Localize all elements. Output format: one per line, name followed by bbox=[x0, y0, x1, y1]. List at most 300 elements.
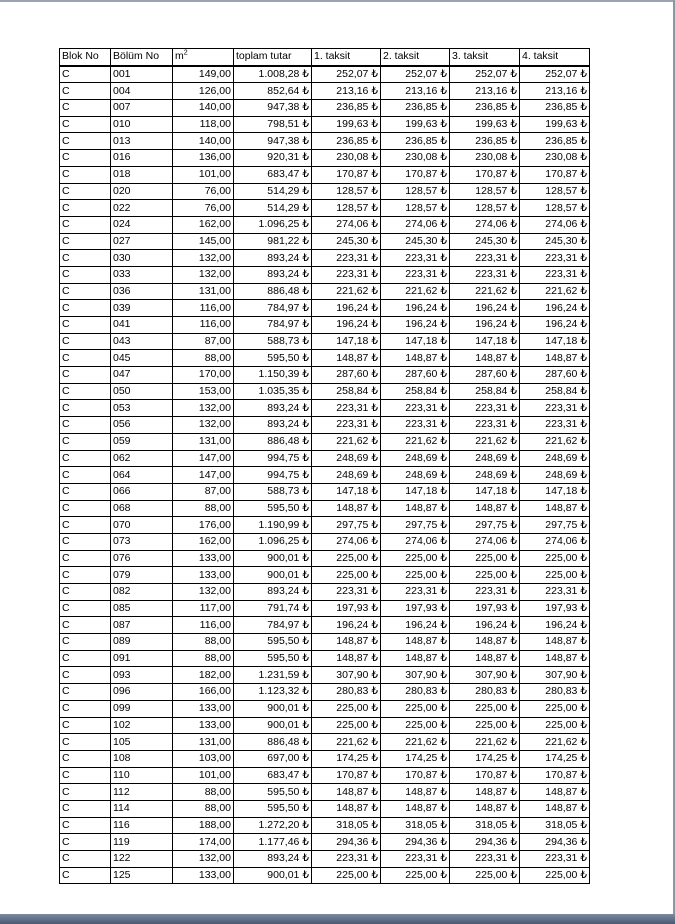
cell-installment-4: 128,57 ₺ bbox=[520, 183, 590, 200]
cell-area: 170,00 bbox=[173, 367, 234, 384]
cell-bolum-no: 093 bbox=[111, 667, 173, 684]
cell-blok-no: C bbox=[60, 333, 111, 350]
cell-blok-no: C bbox=[60, 383, 111, 400]
cell-area: 88,00 bbox=[173, 634, 234, 651]
cell-total-amount: 1.123,32 ₺ bbox=[234, 684, 312, 701]
cell-area: 166,00 bbox=[173, 684, 234, 701]
cell-bolum-no: 010 bbox=[111, 116, 173, 133]
table-row bbox=[60, 600, 590, 617]
cell-installment-4: 148,87 ₺ bbox=[520, 500, 590, 517]
table-row bbox=[60, 450, 590, 467]
header-area-label: m bbox=[175, 50, 184, 63]
cell-installment-4: 225,00 ₺ bbox=[520, 567, 590, 584]
cell-installment-1: 196,24 ₺ bbox=[312, 317, 381, 334]
cell-total-amount: 900,01 ₺ bbox=[234, 567, 312, 584]
cell-bolum-no: 027 bbox=[111, 233, 173, 250]
cell-installment-4: 148,87 ₺ bbox=[520, 650, 590, 667]
cell-total-amount: 1.177,46 ₺ bbox=[234, 834, 312, 851]
cell-installment-2: 223,31 ₺ bbox=[381, 250, 450, 267]
cell-installment-1: 318,05 ₺ bbox=[312, 817, 381, 834]
cell-blok-no: C bbox=[60, 283, 111, 300]
cell-installment-2: 148,87 ₺ bbox=[381, 800, 450, 817]
cell-area: 87,00 bbox=[173, 333, 234, 350]
cell-installment-3: 236,85 ₺ bbox=[450, 100, 520, 117]
cell-bolum-no: 089 bbox=[111, 634, 173, 651]
cell-blok-no: C bbox=[60, 400, 111, 417]
cell-blok-no: C bbox=[60, 367, 111, 384]
header-installment-2: 2. taksit bbox=[381, 49, 450, 66]
cell-installment-1: 196,24 ₺ bbox=[312, 300, 381, 317]
cell-installment-1: 221,62 ₺ bbox=[312, 734, 381, 751]
table-body bbox=[60, 66, 590, 884]
cell-bolum-no: 056 bbox=[111, 417, 173, 434]
cell-area: 132,00 bbox=[173, 266, 234, 283]
cell-bolum-no: 076 bbox=[111, 550, 173, 567]
cell-bolum-no: 030 bbox=[111, 250, 173, 267]
cell-installment-1: 274,06 ₺ bbox=[312, 216, 381, 233]
cell-installment-1: 196,24 ₺ bbox=[312, 617, 381, 634]
cell-total-amount: 893,24 ₺ bbox=[234, 417, 312, 434]
cell-bolum-no: 079 bbox=[111, 567, 173, 584]
cell-installment-1: 225,00 ₺ bbox=[312, 867, 381, 884]
cell-installment-4: 170,87 ₺ bbox=[520, 166, 590, 183]
cell-installment-4: 196,24 ₺ bbox=[520, 617, 590, 634]
cell-installment-1: 225,00 ₺ bbox=[312, 717, 381, 734]
cell-installment-2: 258,84 ₺ bbox=[381, 383, 450, 400]
cell-installment-3: 148,87 ₺ bbox=[450, 350, 520, 367]
cell-installment-4: 280,83 ₺ bbox=[520, 684, 590, 701]
cell-installment-1: 174,25 ₺ bbox=[312, 750, 381, 767]
cell-bolum-no: 024 bbox=[111, 216, 173, 233]
table-row bbox=[60, 684, 590, 701]
cell-bolum-no: 087 bbox=[111, 617, 173, 634]
cell-bolum-no: 016 bbox=[111, 150, 173, 167]
cell-installment-3: 196,24 ₺ bbox=[450, 317, 520, 334]
cell-total-amount: 1.190,99 ₺ bbox=[234, 517, 312, 534]
cell-total-amount: 514,29 ₺ bbox=[234, 200, 312, 217]
cell-area: 162,00 bbox=[173, 216, 234, 233]
cell-installment-4: 225,00 ₺ bbox=[520, 700, 590, 717]
cell-installment-2: 199,63 ₺ bbox=[381, 116, 450, 133]
cell-installment-2: 294,36 ₺ bbox=[381, 834, 450, 851]
cell-installment-1: 274,06 ₺ bbox=[312, 533, 381, 550]
cell-total-amount: 1.096,25 ₺ bbox=[234, 216, 312, 233]
cell-installment-4: 225,00 ₺ bbox=[520, 717, 590, 734]
cell-installment-2: 274,06 ₺ bbox=[381, 533, 450, 550]
cell-installment-3: 307,90 ₺ bbox=[450, 667, 520, 684]
cell-blok-no: C bbox=[60, 450, 111, 467]
cell-installment-3: 221,62 ₺ bbox=[450, 433, 520, 450]
cell-area: 133,00 bbox=[173, 717, 234, 734]
cell-installment-4: 170,87 ₺ bbox=[520, 767, 590, 784]
cell-installment-1: 170,87 ₺ bbox=[312, 767, 381, 784]
cell-installment-4: 128,57 ₺ bbox=[520, 200, 590, 217]
cell-installment-4: 221,62 ₺ bbox=[520, 433, 590, 450]
cell-installment-4: 236,85 ₺ bbox=[520, 100, 590, 117]
cell-installment-2: 221,62 ₺ bbox=[381, 734, 450, 751]
cell-total-amount: 886,48 ₺ bbox=[234, 734, 312, 751]
cell-installment-2: 128,57 ₺ bbox=[381, 183, 450, 200]
table-row bbox=[60, 483, 590, 500]
cell-blok-no: C bbox=[60, 467, 111, 484]
cell-bolum-no: 108 bbox=[111, 750, 173, 767]
table-row bbox=[60, 266, 590, 283]
cell-installment-3: 245,30 ₺ bbox=[450, 233, 520, 250]
cell-blok-no: C bbox=[60, 116, 111, 133]
cell-area: 88,00 bbox=[173, 650, 234, 667]
cell-area: 101,00 bbox=[173, 767, 234, 784]
cell-blok-no: C bbox=[60, 634, 111, 651]
cell-installment-1: 199,63 ₺ bbox=[312, 116, 381, 133]
cell-total-amount: 595,50 ₺ bbox=[234, 634, 312, 651]
cell-installment-1: 252,07 ₺ bbox=[312, 66, 381, 83]
cell-installment-2: 147,18 ₺ bbox=[381, 483, 450, 500]
cell-total-amount: 514,29 ₺ bbox=[234, 183, 312, 200]
table-row bbox=[60, 283, 590, 300]
header-bolum-no: Bölüm No bbox=[111, 49, 173, 66]
cell-bolum-no: 119 bbox=[111, 834, 173, 851]
cell-installment-3: 197,93 ₺ bbox=[450, 600, 520, 617]
cell-installment-4: 274,06 ₺ bbox=[520, 533, 590, 550]
cell-installment-4: 199,63 ₺ bbox=[520, 116, 590, 133]
table-row bbox=[60, 166, 590, 183]
cell-installment-4: 223,31 ₺ bbox=[520, 250, 590, 267]
cell-bolum-no: 070 bbox=[111, 517, 173, 534]
cell-blok-no: C bbox=[60, 600, 111, 617]
cell-total-amount: 900,01 ₺ bbox=[234, 550, 312, 567]
cell-area: 182,00 bbox=[173, 667, 234, 684]
cell-installment-1: 213,16 ₺ bbox=[312, 83, 381, 100]
cell-installment-3: 294,36 ₺ bbox=[450, 834, 520, 851]
cell-total-amount: 588,73 ₺ bbox=[234, 483, 312, 500]
cell-total-amount: 994,75 ₺ bbox=[234, 450, 312, 467]
cell-installment-4: 174,25 ₺ bbox=[520, 750, 590, 767]
cell-blok-no: C bbox=[60, 350, 111, 367]
cell-installment-2: 148,87 ₺ bbox=[381, 500, 450, 517]
cell-total-amount: 947,38 ₺ bbox=[234, 133, 312, 150]
cell-installment-2: 128,57 ₺ bbox=[381, 200, 450, 217]
cell-installment-1: 128,57 ₺ bbox=[312, 200, 381, 217]
table-row bbox=[60, 150, 590, 167]
cell-bolum-no: 047 bbox=[111, 367, 173, 384]
cell-area: 133,00 bbox=[173, 867, 234, 884]
cell-area: 176,00 bbox=[173, 517, 234, 534]
cell-installment-2: 236,85 ₺ bbox=[381, 100, 450, 117]
cell-area: 174,00 bbox=[173, 834, 234, 851]
header-installment-1: 1. taksit bbox=[312, 49, 381, 66]
table-row bbox=[60, 350, 590, 367]
table-row bbox=[60, 617, 590, 634]
cell-installment-3: 258,84 ₺ bbox=[450, 383, 520, 400]
cell-installment-2: 148,87 ₺ bbox=[381, 784, 450, 801]
cell-installment-3: 223,31 ₺ bbox=[450, 584, 520, 601]
cell-blok-no: C bbox=[60, 166, 111, 183]
cell-installment-2: 230,08 ₺ bbox=[381, 150, 450, 167]
cell-installment-2: 148,87 ₺ bbox=[381, 350, 450, 367]
cell-installment-3: 225,00 ₺ bbox=[450, 700, 520, 717]
table-row bbox=[60, 584, 590, 601]
cell-bolum-no: 039 bbox=[111, 300, 173, 317]
cell-installment-4: 252,07 ₺ bbox=[520, 66, 590, 83]
cell-installment-2: 225,00 ₺ bbox=[381, 717, 450, 734]
cell-installment-1: 236,85 ₺ bbox=[312, 133, 381, 150]
cell-installment-2: 223,31 ₺ bbox=[381, 851, 450, 868]
cell-bolum-no: 050 bbox=[111, 383, 173, 400]
cell-area: 103,00 bbox=[173, 750, 234, 767]
cell-area: 140,00 bbox=[173, 133, 234, 150]
cell-installment-2: 221,62 ₺ bbox=[381, 433, 450, 450]
cell-blok-no: C bbox=[60, 550, 111, 567]
cell-installment-3: 221,62 ₺ bbox=[450, 734, 520, 751]
cell-installment-2: 174,25 ₺ bbox=[381, 750, 450, 767]
cell-installment-3: 147,18 ₺ bbox=[450, 333, 520, 350]
cell-installment-3: 221,62 ₺ bbox=[450, 283, 520, 300]
cell-installment-3: 252,07 ₺ bbox=[450, 66, 520, 83]
cell-total-amount: 588,73 ₺ bbox=[234, 333, 312, 350]
table-row bbox=[60, 216, 590, 233]
cell-area: 132,00 bbox=[173, 400, 234, 417]
cell-area: 147,00 bbox=[173, 450, 234, 467]
cell-area: 188,00 bbox=[173, 817, 234, 834]
cell-installment-4: 225,00 ₺ bbox=[520, 550, 590, 567]
table-row bbox=[60, 784, 590, 801]
cell-total-amount: 900,01 ₺ bbox=[234, 717, 312, 734]
cell-bolum-no: 102 bbox=[111, 717, 173, 734]
header-installment-4: 4. taksit bbox=[520, 49, 590, 66]
cell-installment-1: 148,87 ₺ bbox=[312, 634, 381, 651]
cell-blok-no: C bbox=[60, 433, 111, 450]
cell-area: 153,00 bbox=[173, 383, 234, 400]
cell-blok-no: C bbox=[60, 200, 111, 217]
cell-area: 117,00 bbox=[173, 600, 234, 617]
header-area bbox=[173, 49, 234, 66]
cell-area: 133,00 bbox=[173, 567, 234, 584]
cell-installment-2: 318,05 ₺ bbox=[381, 817, 450, 834]
cell-installment-3: 274,06 ₺ bbox=[450, 216, 520, 233]
cell-installment-2: 196,24 ₺ bbox=[381, 317, 450, 334]
cell-installment-1: 223,31 ₺ bbox=[312, 851, 381, 868]
cell-area: 132,00 bbox=[173, 851, 234, 868]
cell-blok-no: C bbox=[60, 650, 111, 667]
cell-total-amount: 1.150,39 ₺ bbox=[234, 367, 312, 384]
cell-blok-no: C bbox=[60, 183, 111, 200]
table-row bbox=[60, 433, 590, 450]
cell-installment-2: 252,07 ₺ bbox=[381, 66, 450, 83]
cell-installment-1: 236,85 ₺ bbox=[312, 100, 381, 117]
header-area-superscript: 2 bbox=[183, 49, 188, 57]
cell-installment-1: 225,00 ₺ bbox=[312, 550, 381, 567]
cell-bolum-no: 018 bbox=[111, 166, 173, 183]
cell-installment-2: 223,31 ₺ bbox=[381, 584, 450, 601]
cell-installment-1: 147,18 ₺ bbox=[312, 483, 381, 500]
cell-installment-3: 225,00 ₺ bbox=[450, 867, 520, 884]
cell-bolum-no: 114 bbox=[111, 800, 173, 817]
cell-total-amount: 893,24 ₺ bbox=[234, 584, 312, 601]
cell-blok-no: C bbox=[60, 150, 111, 167]
cell-total-amount: 900,01 ₺ bbox=[234, 700, 312, 717]
table-row bbox=[60, 567, 590, 584]
cell-installment-3: 170,87 ₺ bbox=[450, 166, 520, 183]
cell-bolum-no: 066 bbox=[111, 483, 173, 500]
cell-installment-2: 170,87 ₺ bbox=[381, 166, 450, 183]
cell-installment-2: 223,31 ₺ bbox=[381, 400, 450, 417]
cell-total-amount: 1.096,25 ₺ bbox=[234, 533, 312, 550]
cell-installment-1: 170,87 ₺ bbox=[312, 166, 381, 183]
cell-bolum-no: 013 bbox=[111, 133, 173, 150]
cell-installment-1: 225,00 ₺ bbox=[312, 567, 381, 584]
cell-total-amount: 798,51 ₺ bbox=[234, 116, 312, 133]
table-row bbox=[60, 100, 590, 117]
cell-total-amount: 1.231,59 ₺ bbox=[234, 667, 312, 684]
cell-area: 101,00 bbox=[173, 166, 234, 183]
cell-installment-1: 147,18 ₺ bbox=[312, 333, 381, 350]
table-row bbox=[60, 200, 590, 217]
cell-installment-4: 148,87 ₺ bbox=[520, 800, 590, 817]
cell-installment-3: 223,31 ₺ bbox=[450, 400, 520, 417]
cell-installment-2: 148,87 ₺ bbox=[381, 650, 450, 667]
cell-installment-3: 196,24 ₺ bbox=[450, 617, 520, 634]
cell-installment-2: 280,83 ₺ bbox=[381, 684, 450, 701]
table-row bbox=[60, 533, 590, 550]
table-row bbox=[60, 116, 590, 133]
cell-area: 88,00 bbox=[173, 350, 234, 367]
cell-total-amount: 791,74 ₺ bbox=[234, 600, 312, 617]
table-row bbox=[60, 867, 590, 884]
cell-total-amount: 994,75 ₺ bbox=[234, 467, 312, 484]
cell-installment-2: 274,06 ₺ bbox=[381, 216, 450, 233]
cell-installment-4: 213,16 ₺ bbox=[520, 83, 590, 100]
cell-blok-no: C bbox=[60, 317, 111, 334]
cell-area: 132,00 bbox=[173, 584, 234, 601]
cell-installment-2: 170,87 ₺ bbox=[381, 767, 450, 784]
cell-total-amount: 595,50 ₺ bbox=[234, 800, 312, 817]
table-row bbox=[60, 700, 590, 717]
cell-installment-1: 223,31 ₺ bbox=[312, 266, 381, 283]
cell-installment-2: 197,93 ₺ bbox=[381, 600, 450, 617]
taskbar-strip bbox=[0, 914, 675, 924]
table-row bbox=[60, 750, 590, 767]
table-row bbox=[60, 517, 590, 534]
cell-total-amount: 595,50 ₺ bbox=[234, 650, 312, 667]
cell-bolum-no: 096 bbox=[111, 684, 173, 701]
cell-installment-3: 223,31 ₺ bbox=[450, 851, 520, 868]
table-row bbox=[60, 817, 590, 834]
cell-installment-2: 223,31 ₺ bbox=[381, 266, 450, 283]
cell-installment-1: 221,62 ₺ bbox=[312, 283, 381, 300]
cell-installment-3: 148,87 ₺ bbox=[450, 800, 520, 817]
cell-installment-3: 274,06 ₺ bbox=[450, 533, 520, 550]
cell-blok-no: C bbox=[60, 734, 111, 751]
table-row bbox=[60, 767, 590, 784]
table-row bbox=[60, 317, 590, 334]
table-row bbox=[60, 383, 590, 400]
cell-installment-1: 230,08 ₺ bbox=[312, 150, 381, 167]
cell-blok-no: C bbox=[60, 567, 111, 584]
cell-blok-no: C bbox=[60, 417, 111, 434]
cell-installment-4: 196,24 ₺ bbox=[520, 300, 590, 317]
cell-area: 131,00 bbox=[173, 433, 234, 450]
cell-installment-3: 148,87 ₺ bbox=[450, 634, 520, 651]
cell-installment-2: 248,69 ₺ bbox=[381, 450, 450, 467]
cell-installment-4: 148,87 ₺ bbox=[520, 784, 590, 801]
cell-bolum-no: 099 bbox=[111, 700, 173, 717]
cell-installment-2: 147,18 ₺ bbox=[381, 333, 450, 350]
table-row bbox=[60, 734, 590, 751]
cell-installment-1: 148,87 ₺ bbox=[312, 500, 381, 517]
cell-installment-2: 307,90 ₺ bbox=[381, 667, 450, 684]
cell-installment-1: 223,31 ₺ bbox=[312, 400, 381, 417]
cell-blok-no: C bbox=[60, 617, 111, 634]
cell-area: 145,00 bbox=[173, 233, 234, 250]
cell-total-amount: 697,00 ₺ bbox=[234, 750, 312, 767]
cell-blok-no: C bbox=[60, 133, 111, 150]
cell-total-amount: 886,48 ₺ bbox=[234, 283, 312, 300]
cell-installment-4: 223,31 ₺ bbox=[520, 266, 590, 283]
cell-total-amount: 893,24 ₺ bbox=[234, 400, 312, 417]
cell-total-amount: 893,24 ₺ bbox=[234, 851, 312, 868]
cell-blok-no: C bbox=[60, 517, 111, 534]
cell-installment-1: 148,87 ₺ bbox=[312, 800, 381, 817]
cell-installment-2: 297,75 ₺ bbox=[381, 517, 450, 534]
cell-blok-no: C bbox=[60, 483, 111, 500]
cell-installment-3: 225,00 ₺ bbox=[450, 567, 520, 584]
cell-installment-3: 248,69 ₺ bbox=[450, 450, 520, 467]
cell-installment-4: 223,31 ₺ bbox=[520, 417, 590, 434]
cell-installment-1: 148,87 ₺ bbox=[312, 650, 381, 667]
cell-installment-2: 225,00 ₺ bbox=[381, 700, 450, 717]
cell-total-amount: 981,22 ₺ bbox=[234, 233, 312, 250]
cell-blok-no: C bbox=[60, 717, 111, 734]
cell-blok-no: C bbox=[60, 533, 111, 550]
cell-installment-1: 221,62 ₺ bbox=[312, 433, 381, 450]
cell-total-amount: 683,47 ₺ bbox=[234, 166, 312, 183]
cell-installment-3: 223,31 ₺ bbox=[450, 417, 520, 434]
cell-installment-1: 294,36 ₺ bbox=[312, 834, 381, 851]
cell-bolum-no: 125 bbox=[111, 867, 173, 884]
header-row bbox=[60, 49, 590, 66]
cell-installment-4: 318,05 ₺ bbox=[520, 817, 590, 834]
table-row bbox=[60, 300, 590, 317]
cell-blok-no: C bbox=[60, 83, 111, 100]
cell-total-amount: 1.008,28 ₺ bbox=[234, 66, 312, 83]
table-row bbox=[60, 233, 590, 250]
cell-total-amount: 595,50 ₺ bbox=[234, 784, 312, 801]
table-row bbox=[60, 66, 590, 83]
cell-bolum-no: 082 bbox=[111, 584, 173, 601]
cell-total-amount: 920,31 ₺ bbox=[234, 150, 312, 167]
cell-total-amount: 886,48 ₺ bbox=[234, 433, 312, 450]
cell-installment-3: 213,16 ₺ bbox=[450, 83, 520, 100]
cell-installment-3: 128,57 ₺ bbox=[450, 183, 520, 200]
cell-bolum-no: 116 bbox=[111, 817, 173, 834]
cell-area: 133,00 bbox=[173, 700, 234, 717]
cell-installment-2: 223,31 ₺ bbox=[381, 417, 450, 434]
cell-installment-3: 174,25 ₺ bbox=[450, 750, 520, 767]
cell-total-amount: 947,38 ₺ bbox=[234, 100, 312, 117]
cell-installment-1: 258,84 ₺ bbox=[312, 383, 381, 400]
cell-bolum-no: 041 bbox=[111, 317, 173, 334]
cell-installment-4: 236,85 ₺ bbox=[520, 133, 590, 150]
header-blok-no: Blok No bbox=[60, 49, 111, 66]
table-row bbox=[60, 367, 590, 384]
cell-total-amount: 683,47 ₺ bbox=[234, 767, 312, 784]
cell-installment-4: 297,75 ₺ bbox=[520, 517, 590, 534]
cell-installment-4: 147,18 ₺ bbox=[520, 333, 590, 350]
cell-installment-1: 248,69 ₺ bbox=[312, 467, 381, 484]
cell-bolum-no: 105 bbox=[111, 734, 173, 751]
cell-installment-1: 225,00 ₺ bbox=[312, 700, 381, 717]
cell-area: 116,00 bbox=[173, 617, 234, 634]
